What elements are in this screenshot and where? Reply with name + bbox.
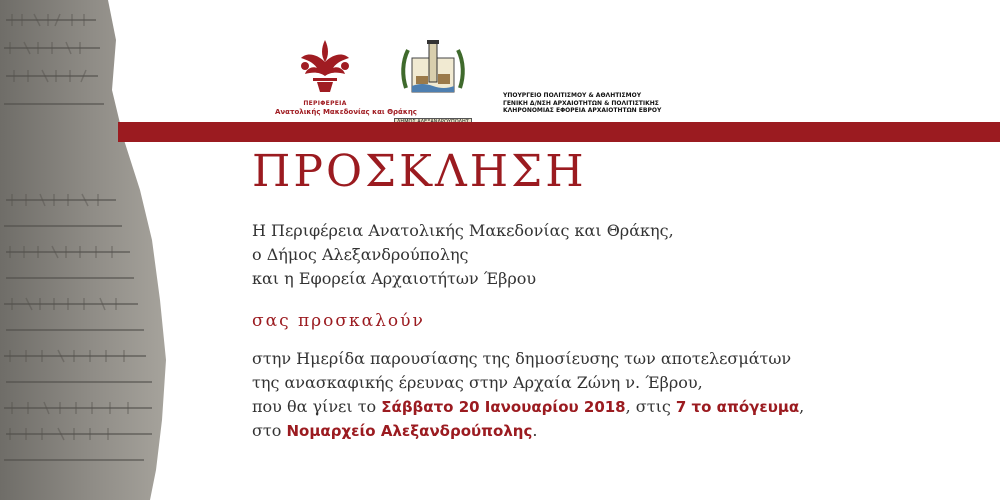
details-line: στην Ημερίδα παρουσίασης της δημοσίευσης των αποτελεσμάτων <box>252 349 792 368</box>
invitation-title: ΠΡΟΣΚΛΗΣΗ <box>252 146 587 197</box>
municipality-logo <box>393 36 473 127</box>
inscribed-stone-image <box>0 0 170 500</box>
details-line-venue <box>252 419 804 443</box>
lighthouse-emblem-icon <box>398 36 468 104</box>
organizer-line: Η Περιφέρεια Ανατολικής Μακεδονίας και Θράκης, <box>252 221 674 240</box>
red-banner <box>118 122 1000 142</box>
text-mid: , στις <box>625 397 676 416</box>
region-name: ΠΕΡΙΦΕΡΕΙΑ <box>303 100 347 107</box>
region-subtitle: Ανατολικής Μακεδονίας και Θράκης <box>275 108 417 116</box>
invite-phrase: σας προσκαλούν <box>252 311 425 331</box>
ministry-text <box>503 92 661 115</box>
details-line: της ανασκαφικής έρευνας στην Αρχαία Ζώνη ν. Έβρου, <box>252 373 703 392</box>
region-emblem-icon <box>295 36 355 94</box>
text-suffix: . <box>532 421 538 440</box>
ministry-line: ΥΠΟΥΡΓΕΙΟ ΠΟΛΙΤΙΣΜΟΥ & ΑΘΛΗΤΙΣΜΟΥ <box>503 92 642 99</box>
region-logo <box>275 36 417 116</box>
text-suffix: , <box>799 397 805 416</box>
organizers-block <box>252 219 674 291</box>
details-line-date <box>252 395 804 419</box>
event-time: 7 το απόγευμα <box>675 398 800 416</box>
event-details <box>252 347 804 443</box>
event-venue: Νομαρχείο Αλεξανδρούπολης <box>286 422 533 440</box>
organizer-line: και η Εφορεία Αρχαιοτήτων Έβρου <box>252 269 537 288</box>
ministry-line: ΓΕΝΙΚΗ Δ/ΝΣΗ ΑΡΧΑΙΟΤΗΤΩΝ & ΠΟΛΙΤΙΣΤΙΚΗΣ <box>503 99 659 107</box>
text-prefix: που θα γίνει το <box>252 397 382 416</box>
event-date: Σάββατο 20 Ιανουαρίου 2018 <box>381 398 626 416</box>
text-prefix: στο <box>252 421 287 440</box>
organizer-line: ο Δήμος Αλεξανδρούπολης <box>252 245 469 264</box>
ministry-line: ΚΛΗΡΟΝΟΜΙΑΣ ΕΦΟΡΕΙΑ ΑΡΧΑΙΟΤΗΤΩΝ ΕΒΡΟΥ <box>503 107 662 114</box>
